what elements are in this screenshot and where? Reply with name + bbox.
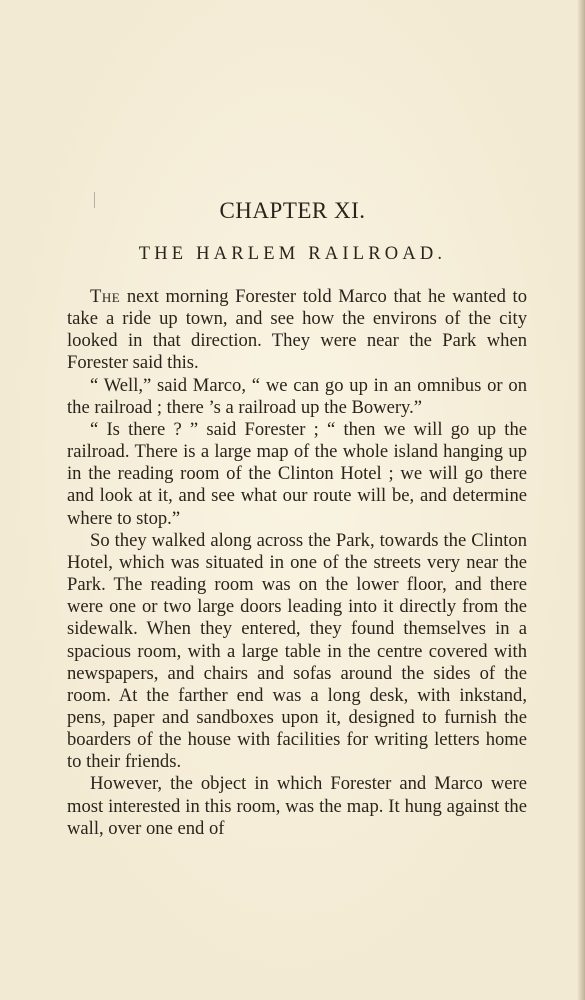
chapter-heading: CHAPTER XI. — [219, 198, 366, 223]
paragraph-3 — [67, 419, 527, 530]
paragraph-1 — [67, 286, 527, 375]
paragraph-text: “ Is there ? ” said Forester ; “ then we will go up the railroad. There is a large map of the whole island hanging up in the reading room of the Clinton Hotel ; we will go there and look at it, and see what our route will be, and determine where to stop.” — [67, 418, 527, 529]
paragraph-text: So they walked along across the Park, towards the Clinton Hotel, which was situated in one of the streets very near the Park. The reading room was on the lower floor, and there were one or two large doors leading into it directly from the sidewalk. When they entered, they found themselves in a spacious room, with a large table in the centre covered with newspapers, and chairs and sofas around the sides of the room. At the farther end was a long desk, with inkstand, pens, paper and sandboxes upon it, designed to furnish the boarders of the house with facilities for writing letters home to their friends. — [67, 529, 527, 773]
paragraph-lead: The — [90, 286, 121, 307]
paragraph-5 — [67, 773, 527, 839]
body-text — [67, 286, 527, 840]
chapter-title: THE HARLEM RAILROAD. — [138, 244, 447, 264]
paragraph-text: next morning Forester told Marco that he wanted to take a ride up town, and see how the environs of the city looked in that direction. They were near the Park when Forester said this. — [67, 286, 527, 374]
paragraph-text: However, the object in which Forester and Marco were most interested in this room, was the map. It hung against the wall, over one end of — [67, 773, 527, 839]
paragraph-4 — [67, 530, 527, 774]
page-edge-shadow — [577, 0, 585, 1000]
paragraph-text: “ Well,” said Marco, “ we can go up in an omnibus or on the railroad ; there ’s a railroad up the Bowery.” — [67, 374, 527, 418]
paragraph-2 — [67, 375, 527, 419]
